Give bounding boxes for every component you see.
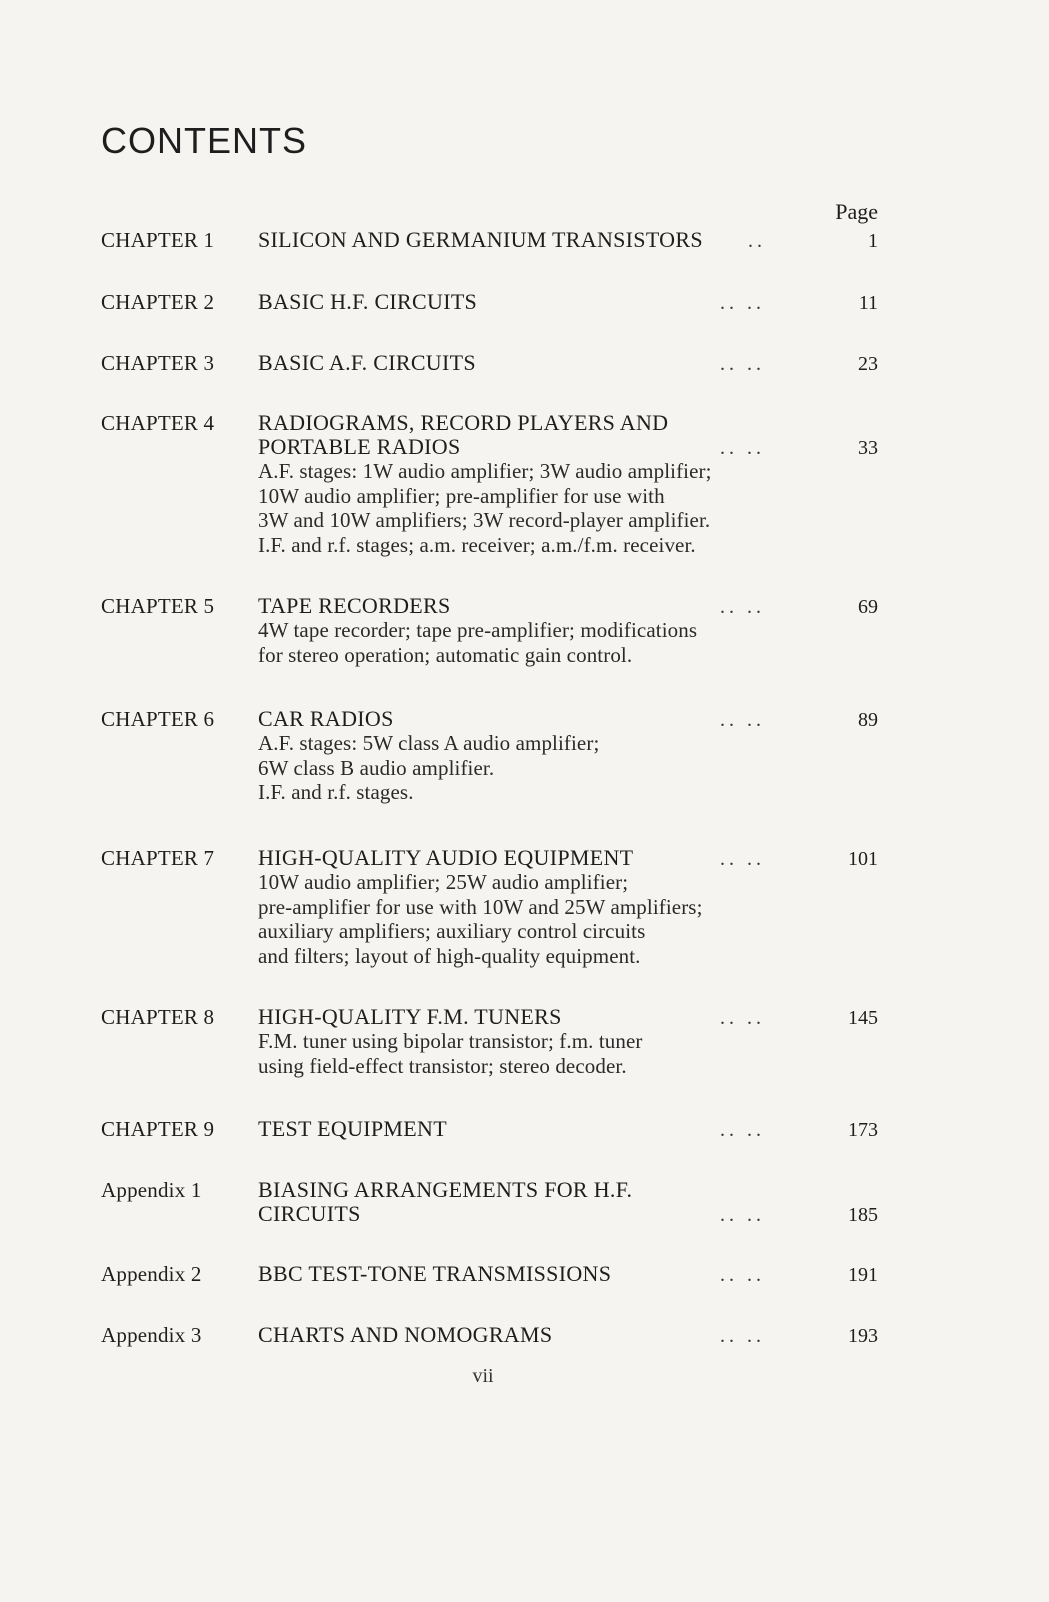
entry-text — [258, 411, 778, 557]
entry-text — [258, 1323, 778, 1347]
chapter-description: 10W audio amplifier; pre-amplifier for use with — [258, 483, 665, 508]
page-number: 23 — [858, 353, 878, 375]
page-number: 11 — [858, 292, 878, 314]
chapter-title: BBC TEST-TONE TRANSMISSIONS — [258, 1261, 612, 1286]
chapter-title: PORTABLE RADIOS — [258, 434, 461, 459]
chapter-title: BASIC A.F. CIRCUITS — [258, 350, 476, 375]
page-column-label: Page — [835, 199, 878, 224]
chapter-description: using field-effect transistor; stereo decoder. — [258, 1053, 627, 1078]
chapter-label: CHAPTER 9 — [101, 1117, 215, 1141]
chapter-title: HIGH-QUALITY AUDIO EQUIPMENT — [258, 845, 634, 870]
dot-leader: .. .. — [720, 1204, 765, 1226]
page-number: 33 — [858, 437, 878, 459]
chapter-title: CHARTS AND NOMOGRAMS — [258, 1322, 553, 1347]
dot-leader: .. .. — [720, 1264, 765, 1286]
dot-leader: .. — [748, 230, 766, 252]
page-number: 1 — [868, 230, 878, 252]
chapter-description: F.M. tuner using bipolar transistor; f.m. tuner — [258, 1029, 643, 1053]
chapter-title: HIGH-QUALITY F.M. TUNERS — [258, 1004, 562, 1029]
chapter-description: I.F. and r.f. stages; a.m. receiver; a.m./f.m. receiver. — [258, 532, 696, 557]
chapter-label: CHAPTER 5 — [101, 594, 215, 618]
chapter-label: CHAPTER 4 — [101, 411, 215, 435]
chapter-label: CHAPTER 6 — [101, 707, 215, 731]
chapter-label: CHAPTER 7 — [101, 846, 215, 870]
chapter-description: pre-amplifier for use with 10W and 25W amplifiers; — [258, 894, 703, 919]
chapter-title: CIRCUITS — [258, 1201, 361, 1226]
entry-text — [258, 351, 778, 375]
entry-text — [258, 1117, 778, 1141]
page-number: 193 — [848, 1325, 878, 1347]
page-number: 173 — [848, 1119, 878, 1141]
dot-leader: .. .. — [720, 709, 765, 731]
chapter-label: CHAPTER 8 — [101, 1005, 215, 1029]
dot-leader: .. .. — [720, 848, 765, 870]
chapter-description: 10W audio amplifier; 25W audio amplifier; — [258, 870, 629, 894]
chapter-title: TEST EQUIPMENT — [258, 1116, 447, 1141]
chapter-description: 4W tape recorder; tape pre-amplifier; modifications — [258, 618, 698, 642]
dot-leader: .. .. — [720, 596, 765, 618]
chapter-description: 6W class B audio amplifier. — [258, 755, 495, 780]
chapter-label: CHAPTER 3 — [101, 351, 215, 375]
chapter-description: A.F. stages: 1W audio amplifier; 3W audio amplifier; — [258, 459, 712, 483]
chapter-label: Appendix 2 — [101, 1262, 202, 1286]
entry-text — [258, 1005, 778, 1078]
dot-leader: .. .. — [720, 353, 765, 375]
chapter-label: Appendix 3 — [101, 1323, 202, 1347]
entry-text — [258, 228, 778, 252]
entry-text — [258, 707, 778, 805]
chapter-description: auxiliary amplifiers; auxiliary control circuits — [258, 919, 646, 943]
chapter-description: A.F. stages: 5W class A audio amplifier; — [258, 731, 600, 755]
page-number: 145 — [848, 1007, 878, 1029]
chapter-label: CHAPTER 2 — [101, 290, 215, 314]
dot-leader: .. .. — [720, 437, 765, 459]
chapter-title: RADIOGRAMS, RECORD PLAYERS AND — [258, 410, 669, 435]
contents-heading: CONTENTS — [101, 120, 307, 161]
page-number: 191 — [848, 1264, 878, 1286]
chapter-label: Appendix 1 — [101, 1178, 202, 1202]
chapter-title: BIASING ARRANGEMENTS FOR H.F. — [258, 1177, 633, 1202]
dot-leader: .. .. — [720, 1119, 765, 1141]
page-number: 69 — [858, 596, 878, 618]
page-number: 185 — [848, 1204, 878, 1226]
page-number: 89 — [858, 709, 878, 731]
entry-text — [258, 1262, 778, 1286]
entry-text — [258, 594, 778, 667]
chapter-description: and filters; layout of high-quality equipment. — [258, 943, 641, 968]
chapter-description: for stereo operation; automatic gain control. — [258, 642, 633, 667]
chapter-title: CAR RADIOS — [258, 706, 394, 731]
chapter-title: BASIC H.F. CIRCUITS — [258, 289, 478, 314]
chapter-title: TAPE RECORDERS — [258, 593, 451, 618]
chapter-label: CHAPTER 1 — [101, 228, 215, 252]
page-folio: vii — [472, 1365, 494, 1387]
dot-leader: .. .. — [720, 292, 765, 314]
chapter-description: I.F. and r.f. stages. — [258, 780, 414, 804]
entry-text — [258, 290, 778, 314]
dot-leader: .. .. — [720, 1325, 765, 1347]
chapter-description: 3W and 10W amplifiers; 3W record-player amplifier. — [258, 508, 711, 532]
page-number: 101 — [848, 848, 878, 870]
entry-text — [258, 846, 778, 968]
entry-text — [258, 1178, 778, 1226]
dot-leader: .. .. — [720, 1007, 765, 1029]
chapter-title: SILICON AND GERMANIUM TRANSISTORS — [258, 227, 703, 252]
